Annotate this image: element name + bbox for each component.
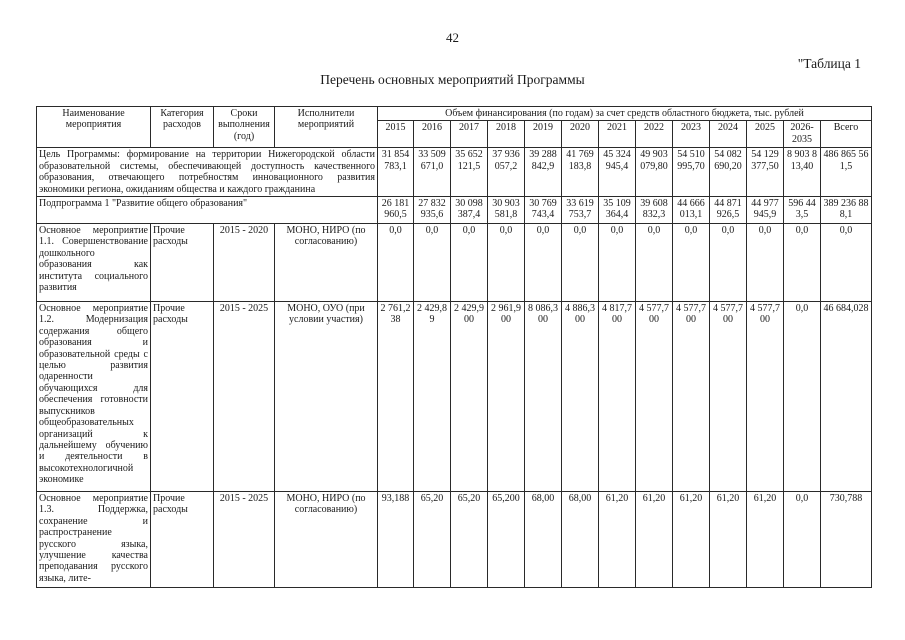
header-year: 2021 [599, 121, 636, 148]
activity-value: 0,0 [488, 224, 525, 302]
activity-name: Основное мероприятие 1.3. Поддержка, сохранение и распространение русского языка, улучшение качества преподавания русского языка, лите- [37, 492, 151, 588]
goal-text: Цель Программы: формирование на территории Нижегородской области образовательной системы, обеспечивающей доступность качественного образования, отвечающего потребностям инновационного развития экономики региона, ожиданиям общества и каждого гражданина [37, 148, 378, 197]
activity-value: 0,0 [784, 492, 821, 588]
activity-row [37, 492, 872, 588]
goal-value: 54 510 995,70 [673, 148, 710, 197]
subprogram-value: 596 443,5 [784, 197, 821, 224]
header-total: Всего [821, 121, 872, 148]
goal-value: 31 854 783,1 [378, 148, 414, 197]
activity-value: 61,20 [710, 492, 747, 588]
activity-category: Прочие расходы [151, 302, 214, 492]
activity-value: 0,0 [710, 224, 747, 302]
header-period: Сроки выполнения (год) [214, 107, 275, 148]
header-name: Наименование мероприятия [37, 107, 151, 148]
header-row-1 [37, 107, 872, 121]
activity-value: 4 577,700 [636, 302, 673, 492]
activity-total: 0,0 [821, 224, 872, 302]
activity-value: 4 886,300 [562, 302, 599, 492]
header-year: 2020 [562, 121, 599, 148]
activity-value: 0,0 [636, 224, 673, 302]
subprogram-value: 35 109 364,4 [599, 197, 636, 224]
activity-value: 0,0 [747, 224, 784, 302]
header-year-range: 2026-2035 [784, 121, 821, 148]
activity-category: Прочие расходы [151, 224, 214, 302]
header-year: 2016 [414, 121, 451, 148]
activity-value: 4 577,700 [673, 302, 710, 492]
header-category: Категория расходов [151, 107, 214, 148]
activity-value: 8 086,300 [525, 302, 562, 492]
activity-value: 61,20 [599, 492, 636, 588]
header-year: 2015 [378, 121, 414, 148]
subprogram-value: 27 832 935,6 [414, 197, 451, 224]
activity-value: 65,20 [414, 492, 451, 588]
goal-value: 54 129 377,50 [747, 148, 784, 197]
header-year: 2022 [636, 121, 673, 148]
activity-row [37, 224, 872, 302]
goal-value: 33 509 671,0 [414, 148, 451, 197]
activity-executor: МОНО, ОУО (при условии участия) [275, 302, 378, 492]
activity-value: 0,0 [451, 224, 488, 302]
header-year: 2025 [747, 121, 784, 148]
subprogram-total: 389 236 888,1 [821, 197, 872, 224]
program-activities-table [36, 106, 872, 588]
activity-category: Прочие расходы [151, 492, 214, 588]
activity-value: 4 577,700 [747, 302, 784, 492]
header-year: 2017 [451, 121, 488, 148]
activity-row [37, 302, 872, 492]
activity-value: 0,0 [414, 224, 451, 302]
table-label: "Таблица 1 [797, 56, 861, 71]
goal-value: 41 769 183,8 [562, 148, 599, 197]
activity-value: 2 961,900 [488, 302, 525, 492]
activity-value: 0,0 [525, 224, 562, 302]
goal-value: 54 082 690,20 [710, 148, 747, 197]
activity-value: 65,200 [488, 492, 525, 588]
goal-value: 35 652 121,5 [451, 148, 488, 197]
subprogram-value: 44 977 945,9 [747, 197, 784, 224]
subprogram-row [37, 197, 872, 224]
header-year: 2019 [525, 121, 562, 148]
subprogram-text: Подпрограмма 1 "Развитие общего образования" [37, 197, 378, 224]
goal-total: 486 865 561,5 [821, 148, 872, 197]
activity-value: 0,0 [784, 224, 821, 302]
activity-period: 2015 - 2025 [214, 492, 275, 588]
header-funding: Объем финансирования (по годам) за счет средств областного бюджета, тыс. рублей [378, 107, 872, 121]
activity-executor: МОНО, НИРО (по согласованию) [275, 224, 378, 302]
goal-row [37, 148, 872, 197]
activity-value: 68,00 [562, 492, 599, 588]
activity-total: 46 684,028 [821, 302, 872, 492]
activity-total: 730,788 [821, 492, 872, 588]
activity-value: 0,0 [378, 224, 414, 302]
activity-value: 4 577,700 [710, 302, 747, 492]
activity-value: 61,20 [747, 492, 784, 588]
activity-value: 65,20 [451, 492, 488, 588]
activity-name: Основное мероприятие 1.1. Совершенствование дошкольного образования как института социального развития [37, 224, 151, 302]
page-number: 42 [446, 30, 459, 45]
activity-value: 2 429,89 [414, 302, 451, 492]
subprogram-value: 30 903 581,8 [488, 197, 525, 224]
header-year: 2024 [710, 121, 747, 148]
subprogram-value: 44 871 926,5 [710, 197, 747, 224]
goal-value: 49 903 079,80 [636, 148, 673, 197]
document-title: Перечень основных мероприятий Программы [320, 72, 585, 87]
activity-executor: МОНО, НИРО (по согласованию) [275, 492, 378, 588]
activity-name: Основное мероприятие 1.2. Модернизация содержания общего образования и образовательной среды с целью развития одаренности обучающихся для обеспечения готовности выпускников общеобразовательных организаций к дальнейшему обучению и деятельности в высокотехнологичной экономике [37, 302, 151, 492]
subprogram-value: 30 098 387,4 [451, 197, 488, 224]
activity-value: 93,188 [378, 492, 414, 588]
subprogram-value: 39 608 832,3 [636, 197, 673, 224]
activity-value: 61,20 [636, 492, 673, 588]
activity-value: 4 817,700 [599, 302, 636, 492]
subprogram-value: 33 619 753,7 [562, 197, 599, 224]
activity-period: 2015 - 2025 [214, 302, 275, 492]
activity-value: 0,0 [562, 224, 599, 302]
activity-value: 0,0 [673, 224, 710, 302]
header-executors: Исполнители мероприятий [275, 107, 378, 148]
activity-value: 0,0 [599, 224, 636, 302]
activity-value: 61,20 [673, 492, 710, 588]
header-year: 2023 [673, 121, 710, 148]
activity-value: 68,00 [525, 492, 562, 588]
header-year: 2018 [488, 121, 525, 148]
activity-period: 2015 - 2020 [214, 224, 275, 302]
goal-value: 37 936 057,2 [488, 148, 525, 197]
subprogram-value: 30 769 743,4 [525, 197, 562, 224]
subprogram-value: 44 666 013,1 [673, 197, 710, 224]
goal-value: 8 903 813,40 [784, 148, 821, 197]
activity-value: 0,0 [784, 302, 821, 492]
goal-value: 45 324 945,4 [599, 148, 636, 197]
goal-value: 39 288 842,9 [525, 148, 562, 197]
activity-value: 2 761,238 [378, 302, 414, 492]
subprogram-value: 26 181 960,5 [378, 197, 414, 224]
activity-value: 2 429,900 [451, 302, 488, 492]
